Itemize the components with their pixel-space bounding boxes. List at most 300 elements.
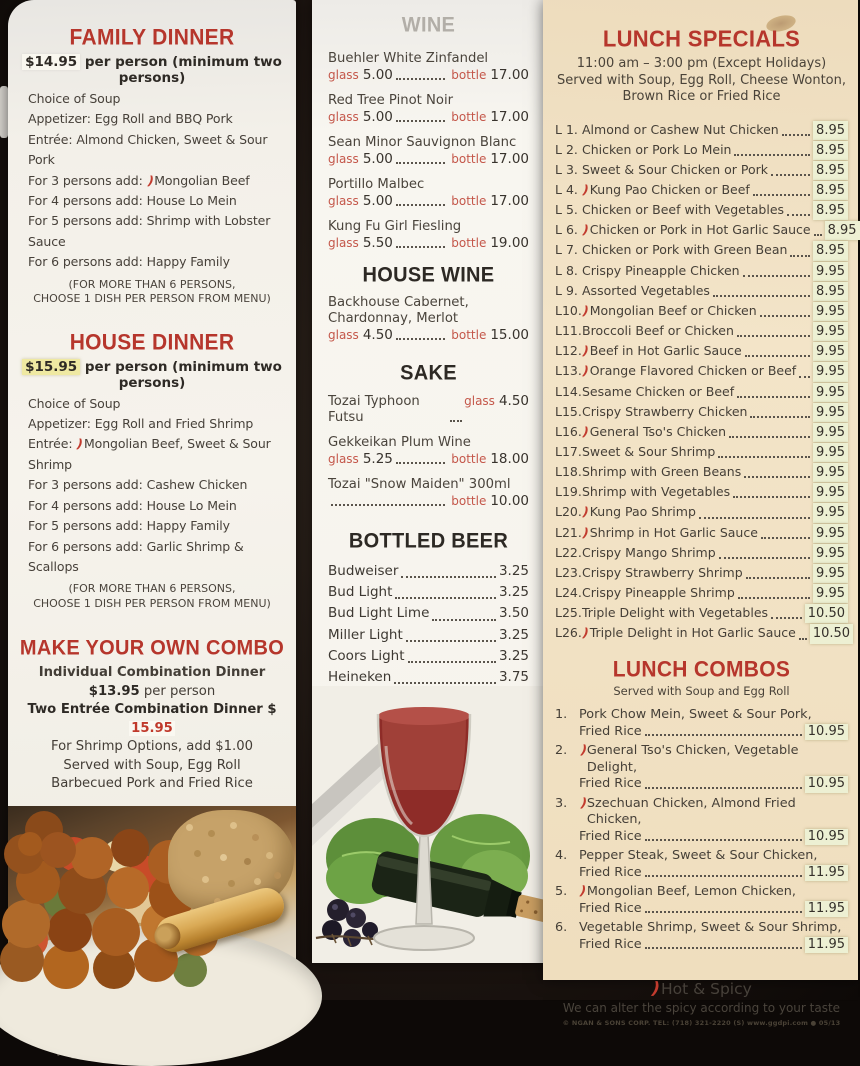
combo-line1 bbox=[555, 884, 848, 901]
dotted-leader bbox=[790, 255, 810, 257]
item-name: Shrimp with Green Beans bbox=[582, 464, 742, 480]
menu-line: Appetizer: Egg Roll and Fried Shrimp bbox=[28, 416, 254, 432]
item-number: L12. bbox=[555, 343, 582, 359]
price-sticker: 9.95 bbox=[813, 524, 848, 543]
footnote-line: CHOOSE 1 DISH PER PERSON FROM MENU) bbox=[33, 292, 271, 306]
lunch-special-row bbox=[555, 422, 848, 442]
dotted-leader bbox=[401, 576, 496, 578]
item-name: Sweet & Sour Shrimp bbox=[582, 444, 716, 459]
bottle-label: bottle bbox=[451, 494, 487, 508]
menu-line: For 5 persons add: Shrimp with Lobster Sauce bbox=[28, 213, 271, 249]
wine-item bbox=[328, 177, 529, 210]
beer-price: 3.25 bbox=[498, 626, 529, 643]
dotted-leader bbox=[645, 875, 802, 877]
beer-price: 3.50 bbox=[498, 605, 529, 622]
bottle-price: 19.00 bbox=[490, 235, 529, 251]
price-sticker: 10.95 bbox=[805, 829, 848, 846]
lunch-combo-row bbox=[555, 920, 848, 953]
dotted-leader bbox=[396, 78, 445, 80]
item-name: Beef in Hot Garlic Sauce bbox=[589, 343, 742, 359]
menu-line: Choice of Soup bbox=[28, 91, 121, 106]
item-name: Mongolian Beef or Chicken bbox=[589, 302, 757, 318]
hot-pepper-icon: ) bbox=[579, 883, 587, 900]
price-sticker: 9.95 bbox=[813, 544, 848, 563]
item-number: 2. bbox=[555, 743, 568, 759]
dotted-leader bbox=[394, 682, 496, 684]
item-number: L 1. bbox=[555, 121, 578, 137]
price-sticker: 8.95 bbox=[813, 241, 848, 260]
lunch-special-row bbox=[555, 402, 848, 422]
glass-price: 5.25 bbox=[362, 451, 393, 467]
item-name: Mongolian Beef, Lemon Chicken, bbox=[586, 884, 796, 900]
footnote-line: CHOOSE 1 DISH PER PERSON FROM MENU) bbox=[33, 596, 271, 610]
house-wine-name: Chardonnay, Merlot bbox=[328, 311, 459, 326]
price-sticker: 8.95 bbox=[813, 201, 848, 220]
hot-pepper-icon: ) bbox=[582, 302, 590, 319]
dotted-leader bbox=[737, 396, 810, 398]
item-name2: Fried Rice bbox=[579, 864, 642, 880]
dotted-leader bbox=[396, 338, 445, 340]
spicy-note: We can alter the spicy according to your taste bbox=[562, 1001, 841, 1016]
sake-prices bbox=[328, 451, 529, 468]
dotted-leader bbox=[733, 496, 810, 498]
house-wine-title: HOUSE WINE bbox=[362, 263, 495, 287]
item-name: Sweet & Sour Chicken or Pork bbox=[582, 161, 769, 177]
item-name: General Tso's Chicken bbox=[589, 423, 727, 439]
price-sticker: 9.95 bbox=[813, 443, 848, 462]
hot-pepper-icon: ) bbox=[76, 436, 84, 452]
menu-footer bbox=[555, 979, 848, 1027]
beer-name: Miller Light bbox=[328, 626, 403, 643]
wine-prices bbox=[328, 151, 529, 168]
hot-pepper-icon: ) bbox=[580, 742, 588, 759]
beer-item bbox=[328, 646, 529, 667]
combo-line2 bbox=[555, 776, 848, 793]
wine-name: Red Tree Pinot Noir bbox=[328, 93, 454, 108]
menu-line: Appetizer: Egg Roll and BBQ Pork bbox=[28, 111, 233, 127]
hot-pepper-icon: ) bbox=[582, 222, 590, 238]
combo-line1 bbox=[555, 707, 848, 724]
item-number: L26. bbox=[555, 625, 582, 641]
lunch-served-note: Served with Soup, Egg Roll, Cheese Wonton, bbox=[556, 72, 846, 88]
combo-served-note2: Barbecued Pork and Fried Rice bbox=[51, 776, 253, 792]
dotted-leader bbox=[450, 420, 462, 422]
item-number: L 9. bbox=[555, 282, 578, 298]
price-sticker: 9.95 bbox=[813, 584, 848, 603]
beer-item bbox=[328, 625, 529, 646]
sake-item bbox=[328, 477, 529, 510]
lunch-special-row bbox=[555, 140, 848, 160]
price-sticker: 11.95 bbox=[805, 901, 848, 918]
house-dinner-lines bbox=[12, 394, 292, 578]
lunch-specials-list bbox=[555, 120, 857, 644]
item-number: L 3. bbox=[555, 161, 578, 177]
bottle-label: bottle bbox=[451, 452, 487, 466]
cashew-chicken bbox=[18, 832, 42, 856]
lunch-combos-title: LUNCH COMBOS bbox=[612, 656, 791, 682]
beer-name: Budweiser bbox=[328, 563, 399, 579]
item-number: 3. bbox=[555, 795, 568, 811]
combo-line2 bbox=[555, 724, 848, 741]
beer-item bbox=[328, 603, 529, 624]
lunch-combo-row bbox=[555, 743, 848, 793]
price-sticker: 9.95 bbox=[813, 403, 848, 422]
item-name: Shrimp in Hot Garlic Sauce bbox=[589, 524, 758, 540]
lunch-combo-row bbox=[555, 707, 848, 740]
hot-pepper-icon: ) bbox=[582, 342, 590, 359]
menu-line: For 4 persons add: House Lo Mein bbox=[28, 497, 237, 513]
hot-pepper-icon: ) bbox=[582, 423, 590, 440]
lunch-special-row bbox=[555, 220, 857, 240]
lunch-special-row bbox=[555, 180, 848, 200]
combo-line1 bbox=[555, 743, 848, 776]
family-dinner-price-line bbox=[12, 54, 292, 86]
lunch-special-row bbox=[555, 301, 848, 321]
bottle-label: bottle bbox=[451, 328, 487, 342]
lunch-special-row bbox=[555, 482, 848, 502]
price-sticker: 9.95 bbox=[813, 302, 848, 321]
lunch-special-row bbox=[555, 523, 848, 543]
combo-two-entree-line bbox=[12, 701, 292, 738]
wine-item bbox=[328, 93, 529, 126]
beer-price: 3.25 bbox=[498, 647, 529, 664]
combo-price: $13.95 bbox=[88, 683, 140, 699]
combo-line1 bbox=[555, 848, 848, 865]
price-sticker: 9.95 bbox=[813, 463, 848, 482]
dotted-leader bbox=[719, 557, 810, 559]
menu-line: For 5 persons add: Happy Family bbox=[28, 518, 230, 534]
price-sticker: 9.95 bbox=[813, 362, 848, 381]
glass-price: 5.00 bbox=[362, 193, 393, 209]
dotted-leader bbox=[699, 517, 810, 519]
glass-price: 4.50 bbox=[498, 393, 529, 409]
combo-line2 bbox=[555, 829, 848, 846]
glass-label: glass bbox=[328, 152, 359, 166]
dotted-leader bbox=[745, 355, 810, 357]
item-number: L17. bbox=[555, 444, 582, 459]
bottle-label: bottle bbox=[451, 194, 487, 208]
item-name: Crispy Pineapple Chicken bbox=[582, 262, 740, 278]
price-sticker-highlight: $15.95 bbox=[22, 359, 80, 375]
combo-line2 bbox=[555, 901, 848, 918]
menu-line: Entrée: Almond Chicken, Sweet & Sour Pork bbox=[28, 131, 268, 168]
lunch-special-row bbox=[555, 543, 848, 563]
item-name2: Fried Rice bbox=[579, 900, 642, 916]
lunch-combo-row bbox=[555, 884, 848, 917]
item-name: Kung Pao Chicken or Beef bbox=[589, 181, 750, 197]
bottle-label: bottle bbox=[451, 68, 487, 82]
item-name: Almond or Cashew Nut Chicken bbox=[582, 121, 779, 137]
two-entree-price-sticker: 15.95 bbox=[131, 720, 173, 736]
hot-pepper-icon: ) bbox=[582, 181, 590, 198]
wine-prices bbox=[328, 193, 529, 210]
price-sticker: 11.95 bbox=[805, 865, 848, 882]
wine-item bbox=[328, 135, 529, 168]
dotted-leader bbox=[395, 597, 496, 599]
item-name: Kung Pao Shrimp bbox=[589, 504, 696, 520]
family-dinner-lines bbox=[12, 89, 292, 273]
bottled-beer-title: BOTTLED BEER bbox=[348, 529, 509, 553]
section-family-dinner bbox=[12, 26, 292, 307]
item-name: Sesame Chicken or Beef bbox=[582, 383, 735, 399]
price-sticker: 10.95 bbox=[805, 776, 848, 793]
hot-pepper-icon: ) bbox=[582, 524, 590, 540]
menu-line: For 4 persons add: House Lo Mein bbox=[28, 193, 237, 209]
lunch-special-row bbox=[555, 462, 848, 482]
combo-line1 bbox=[555, 796, 848, 829]
bottle-label: bottle bbox=[451, 110, 487, 124]
dotted-leader bbox=[645, 839, 802, 841]
dotted-leader bbox=[729, 436, 810, 438]
menu-line: For 6 persons add: Garlic Shrimp & Scallops bbox=[28, 538, 244, 574]
combo-line2 bbox=[555, 937, 848, 954]
wine-name: Sean Minor Sauvignon Blanc bbox=[328, 135, 517, 150]
sake-title: SAKE bbox=[400, 361, 457, 385]
wine-name: Buehler White Zinfandel bbox=[328, 51, 489, 66]
menu-line: Choice of Soup bbox=[28, 395, 121, 411]
lunch-served-note2: Brown Rice or Fried Rice bbox=[622, 89, 781, 104]
sake-name: Tozai "Snow Maiden" 300ml bbox=[328, 477, 511, 492]
item-name: Chicken or Beef with Vegetables bbox=[582, 202, 785, 218]
combo-shrimp-note: For Shrimp Options, add $1.00 bbox=[50, 739, 254, 755]
item-number: L18. bbox=[555, 464, 582, 480]
lunch-combos-list bbox=[555, 707, 848, 953]
combo-line2 bbox=[555, 865, 848, 882]
item-number: L 2. bbox=[555, 141, 578, 157]
dotted-leader bbox=[331, 504, 445, 506]
glass-label: glass bbox=[464, 394, 495, 408]
lunch-special-row bbox=[555, 442, 848, 462]
lunch-special-row bbox=[555, 281, 848, 301]
house-dinner-title: HOUSE DINNER bbox=[69, 329, 235, 355]
hot-pepper-icon: ) bbox=[651, 978, 661, 1000]
glass-price: 5.00 bbox=[362, 109, 393, 125]
lunch-special-row bbox=[555, 603, 848, 623]
glass-price: 5.00 bbox=[362, 67, 393, 83]
wine-name: Portillo Malbec bbox=[328, 177, 425, 192]
panel-drinks bbox=[312, 0, 543, 963]
bottle-label: bottle bbox=[451, 152, 487, 166]
price-sticker: 9.95 bbox=[813, 322, 848, 341]
price-sticker: 11.95 bbox=[805, 937, 848, 954]
price-sticker: 8.95 bbox=[813, 121, 848, 140]
beer-price: 3.25 bbox=[498, 563, 529, 579]
item-number: L25. bbox=[555, 605, 582, 621]
lunch-special-row bbox=[555, 261, 848, 281]
bottle-price: 10.00 bbox=[490, 493, 529, 509]
house-dinner-footnote bbox=[12, 582, 292, 611]
item-name: Crispy Strawberry Shrimp bbox=[582, 564, 743, 580]
item-name2: Fried Rice bbox=[579, 723, 642, 739]
lunch-specials-title: LUNCH SPECIALS bbox=[602, 25, 801, 52]
panel-dinner-combos bbox=[8, 0, 296, 988]
lunch-special-row bbox=[555, 361, 848, 381]
glass-label: glass bbox=[328, 110, 359, 124]
item-name: Triple Delight in Hot Garlic Sauce bbox=[589, 625, 796, 641]
lunch-hours: 11:00 am – 3:00 pm (Except Holidays) bbox=[576, 56, 827, 71]
lunch-special-row bbox=[555, 160, 848, 180]
menu-line: For 3 persons add: )Mongolian Beef bbox=[28, 171, 288, 191]
dotted-leader bbox=[760, 315, 810, 317]
wine-glass-photo bbox=[312, 686, 543, 963]
lunch-special-row bbox=[555, 120, 848, 140]
house-wine-item bbox=[328, 295, 529, 344]
item-name: Pepper Steak, Sweet & Sour Chicken, bbox=[579, 848, 818, 864]
lunch-special-row bbox=[555, 583, 848, 603]
price-sticker: 9.95 bbox=[813, 342, 848, 361]
glass-price: 5.50 bbox=[362, 235, 393, 251]
combo-line1 bbox=[555, 920, 848, 937]
item-number: L10. bbox=[555, 302, 582, 318]
lunch-special-row bbox=[555, 623, 851, 643]
item-name: Chicken or Pork Lo Mein bbox=[582, 141, 732, 157]
item-name: Shrimp with Vegetables bbox=[582, 484, 731, 500]
dotted-leader bbox=[432, 619, 496, 621]
printer-fine-print: © NGAN & SONS CORP. TEL: (718) 321-2220 (S) www.ggdpi.com ● 05/13 bbox=[562, 1019, 841, 1028]
food-dish-photo bbox=[8, 806, 296, 988]
sake-line bbox=[328, 393, 529, 426]
dotted-leader bbox=[750, 416, 810, 418]
hot-and-spicy-label: Hot & Spicy bbox=[660, 980, 752, 999]
price-sticker: 9.95 bbox=[813, 564, 848, 583]
wine-prices bbox=[328, 235, 529, 252]
bottle-price: 18.00 bbox=[490, 451, 529, 467]
family-dinner-footnote bbox=[12, 278, 292, 307]
dotted-leader bbox=[799, 638, 807, 640]
bottle-price: 17.00 bbox=[490, 193, 529, 209]
lunch-special-row bbox=[555, 382, 848, 402]
combo-price-rest: per person bbox=[139, 683, 216, 699]
item-number: 4. bbox=[555, 848, 568, 864]
lunch-combo-row bbox=[555, 796, 848, 846]
item-name: Chicken or Pork with Green Bean bbox=[582, 242, 788, 258]
house-wine-prices bbox=[328, 327, 529, 344]
bottle-price: 15.00 bbox=[490, 327, 529, 343]
dotted-leader bbox=[744, 476, 810, 478]
price-sticker: 9.95 bbox=[813, 503, 848, 522]
dotted-leader bbox=[746, 577, 810, 579]
item-number: L 5. bbox=[555, 202, 578, 218]
item-name: Crispy Mango Shrimp bbox=[582, 544, 716, 560]
beer-item bbox=[328, 582, 529, 603]
item-number: L16. bbox=[555, 423, 582, 439]
item-name: General Tso's Chicken, Vegetable Delight, bbox=[586, 743, 799, 775]
item-name: Crispy Pineapple Shrimp bbox=[582, 585, 735, 601]
price-sticker: 9.95 bbox=[813, 483, 848, 502]
item-name2: Fried Rice bbox=[579, 828, 642, 844]
item-number: 1. bbox=[555, 707, 568, 723]
footnote-line: (FOR MORE THAN 6 PERSONS, bbox=[68, 277, 236, 291]
beer-item bbox=[328, 561, 529, 582]
hot-pepper-icon: ) bbox=[582, 363, 590, 379]
beer-name: Heineken bbox=[328, 669, 392, 686]
price-sticker: 8.95 bbox=[813, 141, 848, 160]
sake-prices bbox=[328, 493, 529, 510]
dotted-leader bbox=[645, 734, 802, 736]
item-number: L22. bbox=[555, 544, 582, 560]
beer-name: Bud Light Lime bbox=[328, 605, 430, 622]
menu-line: Entrée: )Mongolian Beef, Sweet & Sour Shrimp bbox=[28, 436, 271, 472]
sake-name: Gekkeikan Plum Wine bbox=[328, 435, 471, 450]
lunch-special-row bbox=[555, 563, 848, 583]
price-sticker: 10.95 bbox=[805, 724, 848, 741]
item-number: L 7. bbox=[555, 242, 578, 258]
two-entree-label: Two Entrée Combination Dinner $ bbox=[27, 702, 277, 718]
item-number: L20. bbox=[555, 504, 582, 520]
dotted-leader bbox=[814, 234, 822, 236]
item-name: Szechuan Chicken, Almond Fried Chicken, bbox=[586, 795, 796, 828]
wine-item bbox=[328, 219, 529, 252]
beer-name: Coors Light bbox=[328, 647, 405, 664]
item-name: Triple Delight with Vegetables bbox=[582, 605, 769, 621]
dotted-leader bbox=[761, 537, 810, 539]
glass-label: glass bbox=[328, 452, 359, 466]
dotted-leader bbox=[743, 275, 810, 277]
wine-title: WINE bbox=[401, 13, 456, 37]
bottle-price: 17.00 bbox=[490, 109, 529, 125]
sake-list bbox=[328, 393, 529, 510]
item-name: Pork Chow Mein, Sweet & Sour Pork, bbox=[579, 707, 812, 723]
price-note: per person (minimum two persons) bbox=[84, 54, 282, 86]
dotted-leader bbox=[645, 787, 802, 789]
wine-name: Kung Fu Girl Fiesling bbox=[328, 219, 462, 234]
glass-label: glass bbox=[328, 328, 359, 342]
item-number: L21. bbox=[555, 524, 582, 540]
hot-pepper-icon: ) bbox=[146, 172, 155, 188]
item-name: Chicken or Pork in Hot Garlic Sauce bbox=[589, 222, 811, 238]
dotted-leader bbox=[753, 194, 810, 196]
dotted-leader bbox=[406, 640, 496, 642]
lunch-special-row bbox=[555, 200, 848, 220]
price-sticker: 9.95 bbox=[813, 262, 848, 281]
lunch-combo-row bbox=[555, 848, 848, 881]
hot-and-spicy-legend bbox=[555, 979, 848, 999]
combos-served-note: Served with Soup and Egg Roll bbox=[613, 683, 790, 698]
sake-item bbox=[328, 435, 529, 468]
price-sticker: 9.95 bbox=[813, 423, 848, 442]
beer-name: Bud Light bbox=[328, 584, 393, 601]
glass-price: 5.00 bbox=[362, 151, 393, 167]
dotted-leader bbox=[408, 661, 496, 663]
item-number: L 4. bbox=[555, 181, 578, 197]
house-wine-name: Backhouse Cabernet, bbox=[328, 295, 469, 310]
dotted-leader bbox=[645, 947, 802, 949]
section-lunch-combos bbox=[555, 658, 848, 954]
footnote-line: (FOR MORE THAN 6 PERSONS, bbox=[68, 582, 236, 596]
section-lunch-specials bbox=[555, 25, 857, 644]
dotted-leader bbox=[782, 134, 810, 136]
price-sticker: 8.95 bbox=[813, 181, 848, 200]
combo-title: MAKE YOUR OWN COMBO bbox=[19, 636, 285, 660]
item-name2: Fried Rice bbox=[579, 936, 642, 952]
item-number: 6. bbox=[555, 920, 568, 936]
price-sticker: 8.95 bbox=[813, 161, 848, 180]
beer-price: 3.75 bbox=[498, 669, 529, 686]
bottle-label: bottle bbox=[451, 236, 487, 250]
dotted-leader bbox=[787, 214, 810, 216]
item-name: Crispy Strawberry Chicken bbox=[582, 403, 748, 419]
glass-label: glass bbox=[328, 68, 359, 82]
panel-lunch bbox=[543, 0, 858, 1028]
price-sticker: 8.95 bbox=[813, 282, 848, 301]
item-name: Orange Flavored Chicken or Beef bbox=[589, 363, 797, 379]
dotted-leader bbox=[718, 456, 810, 458]
item-name: Broccoli Beef or Chicken bbox=[582, 323, 734, 339]
menu-line: For 3 persons add: Cashew Chicken bbox=[28, 477, 248, 493]
lunch-special-row bbox=[555, 502, 848, 522]
menu-line: For 6 persons add: Happy Family bbox=[28, 254, 230, 270]
item-number: 5. bbox=[555, 884, 568, 900]
